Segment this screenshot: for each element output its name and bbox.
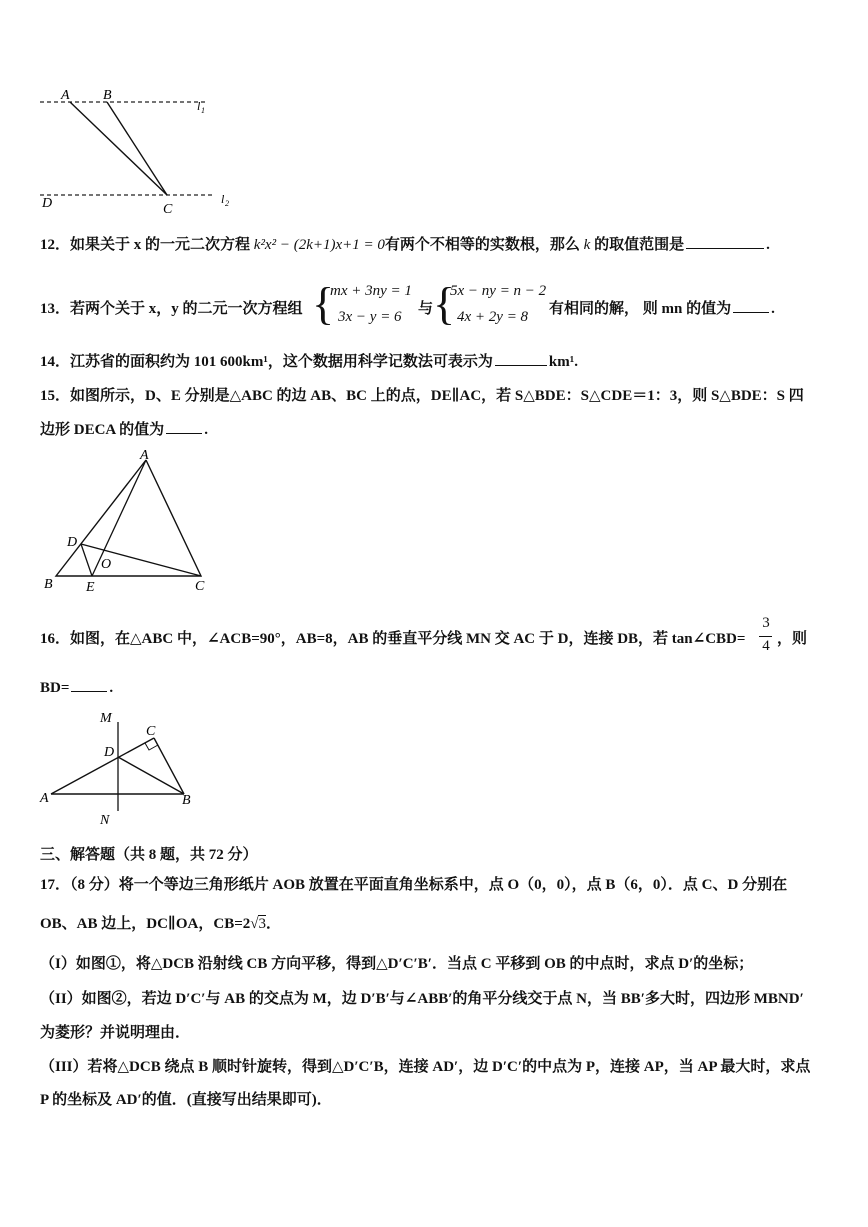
q14-text: 江苏省的面积约为 101 600km¹，这个数据用科学记数法可表示为 — [70, 354, 493, 370]
label-l1-sub: 1 — [201, 106, 205, 115]
label-B: B — [44, 577, 53, 592]
question-17-part2a: （II）如图②，若边 D′C′与 AB 的交点为 M，边 D′B′与∠ABB′的角平分线交于点 N，当 BB′多大时，四边形 MBND′ — [40, 991, 804, 1007]
right-angle-mark — [145, 743, 158, 750]
figure-triangle-abc — [36, 448, 216, 596]
q16-frac-bar — [759, 636, 772, 637]
question-14 — [40, 350, 578, 371]
question-17-part2b: 为菱形？并说明理由． — [40, 1025, 191, 1041]
q12-number: 12． — [40, 237, 71, 253]
label-N: N — [100, 813, 110, 828]
q16-frac-numerator: 3 — [762, 615, 770, 631]
question-13 — [0, 280, 868, 332]
q16-answer-blank[interactable] — [71, 690, 107, 692]
q12-answer-blank[interactable] — [686, 247, 764, 249]
label-A: A — [40, 791, 49, 806]
q12-equation: k²x² − (2k+1)x+1 = 0 — [253, 237, 385, 253]
q13-pre: 若两个关于 x，y 的二元一次方程组 — [70, 301, 303, 317]
label-O: O — [101, 557, 112, 572]
q15-line1: 如图所示，D、E 分别是△ABC 的边 AB、BC 上的点，DE∥AC，若 S△BDE：S△CDE＝1：3，则 S△BDE：S 四 — [70, 388, 804, 404]
segment-DE — [81, 544, 92, 576]
label-B: B — [103, 88, 112, 103]
q13-sys1-row1: mx + 3ny = 1 — [330, 283, 412, 299]
label-l2-sub: 2 — [225, 199, 229, 208]
q17-radicand: 3 — [258, 916, 266, 932]
question-12 — [40, 233, 770, 254]
q13-mid: 与 — [418, 301, 434, 317]
section-heading: 三、解答题（共 8 题，共 72 分） — [40, 847, 258, 863]
q14-unit: km¹. — [548, 354, 578, 370]
q16-frac-denominator: 4 — [762, 638, 770, 654]
q15-answer-blank[interactable] — [166, 432, 202, 434]
q12-pre: 如果关于 x 的一元二次方程 — [70, 237, 251, 253]
question-17-part3a: （III）若将△DCB 绕点 B 顺时针旋转，得到△D′C′B，连接 AD′，边 D′C′的中点为 P，连接 AP，当 AP 最大时，求点 — [40, 1059, 811, 1075]
sqrt-symbol: √ — [250, 916, 259, 932]
figure-right-triangle — [36, 706, 206, 834]
q12-end: . — [766, 237, 770, 253]
q17-line2-pre: OB、AB 边上，DC∥OA，CB=2 — [40, 916, 251, 932]
q17-line2-end: ． — [265, 916, 281, 932]
q13-sys2-row2: 4x + 2y = 8 — [457, 309, 529, 325]
segment-BC — [107, 102, 167, 195]
q13-answer-blank[interactable] — [733, 311, 769, 313]
segment-AC — [51, 738, 154, 794]
question-17-part3b: P 的坐标及 AD′的值．(直接写出结果即可)． — [40, 1092, 332, 1108]
q13-post: 有相同的解， 则 mn 的值为 . — [549, 301, 775, 317]
label-C: C — [195, 579, 205, 594]
label-C: C — [163, 202, 173, 217]
question-17-part1: （I）如图①，将△DCB 沿射线 CB 方向平移，得到△D′C′B′．当点 C 平移到 OB 的中点时，求点 D′的坐标； — [40, 956, 754, 972]
q13-number: 13． — [40, 301, 71, 317]
question-15-line2: 边形 DECA 的值为 . — [40, 422, 208, 438]
label-A: A — [140, 448, 149, 463]
q13-brace-2: { — [433, 278, 456, 329]
segment-AC — [70, 102, 167, 195]
q14-answer-blank[interactable] — [495, 364, 547, 366]
q13-brace-1: { — [312, 278, 335, 329]
question-16 — [0, 612, 868, 664]
q12-k: k — [583, 237, 591, 253]
q13-sys1-row2: 3x − y = 6 — [338, 309, 402, 325]
q15-number: 15． — [40, 388, 71, 404]
q16-line2: BD= — [40, 680, 70, 696]
label-A: A — [61, 88, 70, 103]
q16-number: 16． — [40, 631, 71, 647]
question-16-line2: BD= . — [40, 680, 114, 696]
q16-text: 如图，在△ABC 中，∠ACB=90°，AB=8，AB 的垂直平分线 MN 交 AC 于 D，连接 DB，若 tan∠CBD= — [70, 631, 746, 647]
label-D: D — [42, 196, 53, 211]
q14-number: 14． — [40, 354, 71, 370]
label-E: E — [86, 580, 95, 595]
label-B: B — [182, 793, 191, 808]
triangle-ABC — [56, 460, 201, 576]
question-17-line2 — [40, 912, 281, 933]
q12-post: 的取值范围是 — [594, 237, 685, 253]
label-C: C — [146, 724, 156, 739]
label-D: D — [67, 535, 78, 550]
label-l2: l — [221, 192, 225, 206]
q12-mid: 有两个不相等的实数根，那么 — [384, 237, 580, 253]
question-17-line1: 17．（8 分）将一个等边三角形纸片 AOB 放置在平面直角坐标系中，点 O（0，0），点 B（6，0）．点 C、D 分别在 — [40, 877, 788, 893]
question-15-line1 — [40, 384, 804, 405]
label-D: D — [104, 745, 115, 760]
q15-line2: 边形 DECA 的值为 — [40, 422, 165, 438]
q13-sys2-row1: 5x − ny = n − 2 — [450, 283, 547, 299]
label-M: M — [100, 711, 112, 726]
label-l1: l — [197, 99, 201, 113]
figure-parallel-lines — [30, 82, 250, 217]
q16-after: ，则 — [777, 631, 808, 647]
